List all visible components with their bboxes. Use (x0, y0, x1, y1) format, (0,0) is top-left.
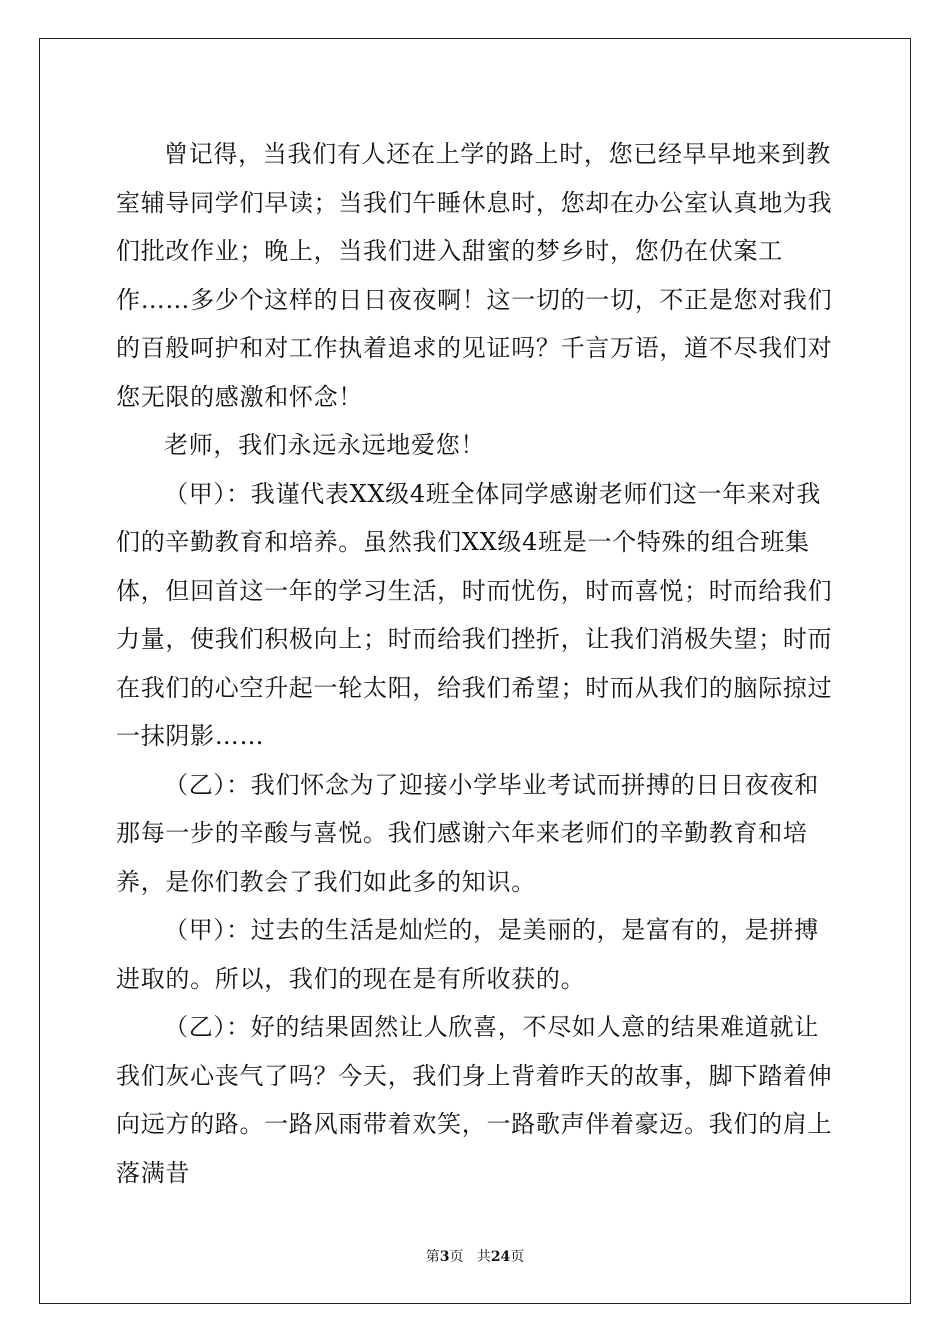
page-number: 3 (439, 1249, 450, 1265)
paragraph: 曾记得，当我们有人还在上学的路上时，您已经早早地来到教室辅导同学们早读；当我们午睡休息时，您却在办公室认真地为我们批改作业；晚上，当我们进入甜蜜的梦乡时，您仍在伏案工作……多少个这样的日日夜夜啊！这一切的一切，不正是您对我们的百般呵护和对工作执着追求的见证吗？千言万语，道不尽我们对您无限的感激和怀念！ (116, 140, 833, 411)
page-prefix: 第 (425, 1249, 440, 1265)
total-prefix: 共 (476, 1249, 491, 1265)
total-suffix: 页 (510, 1249, 525, 1265)
document-body (116, 130, 836, 1197)
paragraph: 老师，我们永远永远地爱您！ (164, 431, 486, 459)
paragraph: （甲）：我谨代表XX级4班全体同学感谢老师们这一年来对我们的辛勤教育和培养。虽然我们XX级4班是一个特殊的组合班集体，但回首这一年的学习生活，时而忧伤，时而喜悦；时而给我们力量，使我们积极向上；时而给我们挫折，让我们消极失望；时而在我们的心空升起一轮太阳，给我们希望；时而从我们的脑际掠过一抹阴影…… (116, 479, 833, 750)
paragraph: （乙）：我们怀念为了迎接小学毕业考试而拼搏的日日夜夜和那每一步的辛酸与喜悦。我们感谢六年来老师们的辛勤教育和培养，是你们教会了我们如此多的知识。 (116, 770, 819, 896)
paragraph: （乙）：好的结果固然让人欣喜，不尽如人意的结果难道就让我们灰心丧气了吗？今天，我们身上背着昨天的故事，脚下踏着伸向远方的路。一路风雨带着欢笑，一路歌声伴着豪迈。我们的肩上落满昔 (116, 1013, 833, 1187)
page-footer (0, 1246, 950, 1266)
page-suffix: 页 (449, 1249, 464, 1265)
paragraph: （甲）：过去的生活是灿烂的，是美丽的，是富有的，是拼搏进取的。所以，我们的现在是有所收获的。 (116, 916, 819, 993)
total-pages: 24 (490, 1249, 511, 1265)
